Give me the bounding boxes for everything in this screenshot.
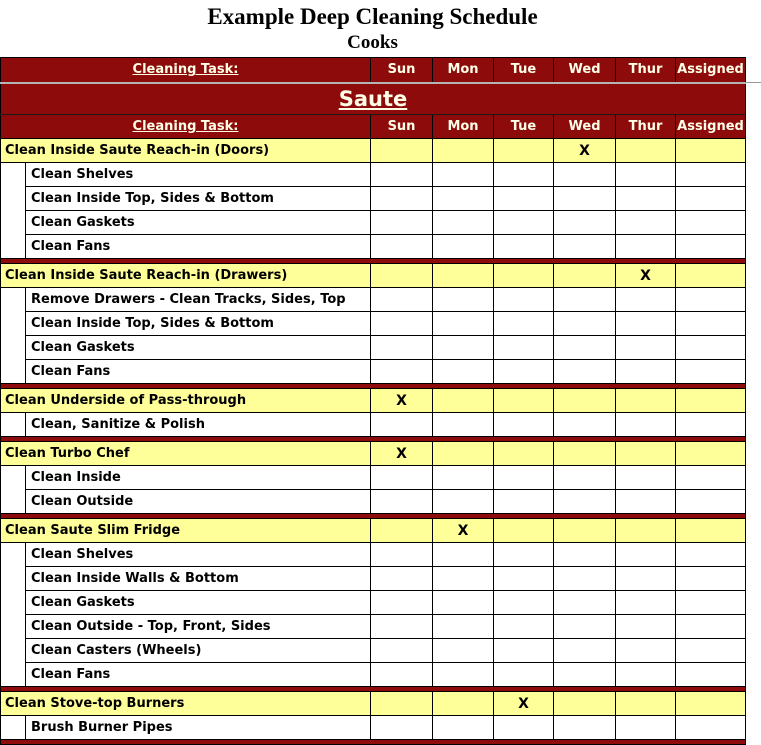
mark-cell-thur[interactable] (616, 187, 676, 211)
mark-cell-sun[interactable] (371, 288, 433, 312)
assigned-cell[interactable] (676, 389, 746, 413)
assigned-cell[interactable] (676, 639, 746, 663)
mark-cell-tue[interactable] (494, 336, 554, 360)
mark-cell-wed[interactable] (554, 187, 616, 211)
mark-cell-mon[interactable] (433, 639, 494, 663)
assigned-cell[interactable] (676, 163, 746, 187)
mark-cell-wed[interactable] (554, 360, 616, 384)
mark-cell-sun[interactable] (371, 591, 433, 615)
mark-cell-tue[interactable] (494, 360, 554, 384)
mark-cell-wed[interactable] (554, 663, 616, 687)
mark-cell-wed[interactable] (554, 336, 616, 360)
mark-cell-sun[interactable] (371, 466, 433, 490)
subtask-row (1, 187, 746, 211)
subtask-label: Clean Gaskets (26, 336, 371, 360)
day-column-header-sun: Sun (371, 58, 433, 83)
mark-cell-tue[interactable] (494, 519, 554, 543)
document-header (0, 0, 745, 57)
assigned-cell[interactable] (676, 264, 746, 288)
mark-cell-tue[interactable] (494, 312, 554, 336)
assigned-cell[interactable] (676, 716, 746, 740)
subtask-row (1, 543, 746, 567)
mark-cell-thur[interactable] (616, 639, 676, 663)
assigned-cell[interactable] (676, 442, 746, 466)
subtask-label: Clean Fans (26, 360, 371, 384)
mark-cell-mon[interactable] (433, 312, 494, 336)
mark-cell-thur[interactable] (616, 211, 676, 235)
mark-cell-tue[interactable] (494, 389, 554, 413)
subtask-row (1, 615, 746, 639)
header-row-top (1, 58, 746, 83)
day-column-header-thur: Thur (616, 58, 676, 83)
day-column-header-wed: Wed (554, 115, 616, 139)
assigned-cell[interactable] (676, 519, 746, 543)
mark-cell-sun[interactable] (371, 663, 433, 687)
assigned-cell[interactable] (676, 288, 746, 312)
mark-cell-mon[interactable] (433, 264, 494, 288)
mark-cell-sun[interactable] (371, 716, 433, 740)
mark-cell-sun[interactable] (371, 163, 433, 187)
indent-cell (1, 466, 26, 514)
subtask-label: Clean Fans (26, 235, 371, 259)
subtask-row (1, 716, 746, 740)
mark-cell-mon[interactable] (433, 442, 494, 466)
mark-cell-mon[interactable] (433, 389, 494, 413)
assigned-cell[interactable] (676, 235, 746, 259)
mark-cell-wed[interactable] (554, 235, 616, 259)
mark-cell-tue[interactable] (494, 543, 554, 567)
mark-cell-sun[interactable] (371, 413, 433, 437)
mark-cell-thur[interactable] (616, 663, 676, 687)
subtask-row (1, 663, 746, 687)
assigned-cell[interactable] (676, 466, 746, 490)
mark-cell-wed[interactable] (554, 288, 616, 312)
mark-cell-tue[interactable] (494, 163, 554, 187)
mark-cell-wed[interactable] (554, 442, 616, 466)
mark-cell-sun[interactable] (371, 519, 433, 543)
subtask-label: Clean Shelves (26, 163, 371, 187)
mark-cell-thur[interactable] (616, 615, 676, 639)
mark-cell-mon[interactable] (433, 139, 494, 163)
mark-cell-tue[interactable] (494, 663, 554, 687)
mark-cell-wed[interactable] (554, 312, 616, 336)
mark-cell-tue[interactable] (494, 716, 554, 740)
mark-cell-mon[interactable] (433, 543, 494, 567)
group-task-label: Clean Saute Slim Fridge (1, 519, 371, 543)
mark-cell-thur[interactable]: X (616, 264, 676, 288)
section-divider (1, 740, 746, 745)
mark-cell-mon[interactable] (433, 163, 494, 187)
mark-cell-sun[interactable] (371, 312, 433, 336)
mark-cell-wed[interactable] (554, 264, 616, 288)
mark-cell-mon[interactable] (433, 413, 494, 437)
mark-cell-thur[interactable] (616, 567, 676, 591)
cleaning-task-column-header: Cleaning Task: (1, 115, 371, 139)
mark-cell-wed[interactable] (554, 639, 616, 663)
mark-cell-mon[interactable]: X (433, 519, 494, 543)
mark-cell-wed[interactable] (554, 615, 616, 639)
subtask-row (1, 466, 746, 490)
section-banner-row (1, 83, 746, 115)
subtask-label: Clean Casters (Wheels) (26, 639, 371, 663)
mark-cell-wed[interactable] (554, 413, 616, 437)
subtask-row (1, 591, 746, 615)
mark-cell-wed[interactable] (554, 716, 616, 740)
group-task-label: Clean Turbo Chef (1, 442, 371, 466)
mark-cell-wed[interactable] (554, 163, 616, 187)
mark-cell-tue[interactable] (494, 139, 554, 163)
assigned-cell[interactable] (676, 692, 746, 716)
page-title: Example Deep Cleaning Schedule (207, 4, 538, 29)
mark-cell-tue[interactable] (494, 490, 554, 514)
group-task-label: Clean Stove-top Burners (1, 692, 371, 716)
subtask-row (1, 312, 746, 336)
mark-cell-mon[interactable] (433, 235, 494, 259)
assigned-cell[interactable] (676, 211, 746, 235)
mark-cell-thur[interactable] (616, 692, 676, 716)
mark-cell-thur[interactable] (616, 139, 676, 163)
assigned-column-header: Assigned (676, 58, 746, 83)
assigned-cell[interactable] (676, 413, 746, 437)
mark-cell-wed[interactable] (554, 543, 616, 567)
mark-cell-thur[interactable] (616, 413, 676, 437)
section-banner (1, 83, 746, 115)
day-column-header-mon: Mon (433, 58, 494, 83)
subtask-row (1, 413, 746, 437)
cleaning-task-column-header: Cleaning Task: (1, 58, 371, 83)
group-task-row (1, 139, 746, 163)
header-row-section (1, 115, 746, 139)
assigned-cell[interactable] (676, 187, 746, 211)
group-task-row (1, 519, 746, 543)
mark-cell-thur[interactable] (616, 288, 676, 312)
mark-cell-thur[interactable] (616, 490, 676, 514)
mark-cell-tue[interactable] (494, 591, 554, 615)
assigned-cell[interactable] (676, 139, 746, 163)
subtask-label: Remove Drawers - Clean Tracks, Sides, Top (26, 288, 371, 312)
indent-cell (1, 413, 26, 437)
mark-cell-sun[interactable] (371, 336, 433, 360)
mark-cell-mon[interactable] (433, 591, 494, 615)
mark-cell-mon[interactable] (433, 187, 494, 211)
group-task-row (1, 389, 746, 413)
mark-cell-mon[interactable] (433, 466, 494, 490)
subtask-row (1, 163, 746, 187)
day-column-header-mon: Mon (433, 115, 494, 139)
mark-cell-sun[interactable] (371, 264, 433, 288)
mark-cell-wed[interactable] (554, 692, 616, 716)
group-task-row (1, 442, 746, 466)
indent-cell (1, 288, 26, 384)
subtask-label: Clean, Sanitize & Polish (26, 413, 371, 437)
subtask-label: Clean Inside Top, Sides & Bottom (26, 187, 371, 211)
mark-cell-sun[interactable] (371, 139, 433, 163)
mark-cell-tue[interactable] (494, 264, 554, 288)
mark-cell-mon[interactable] (433, 692, 494, 716)
indent-cell (1, 716, 26, 740)
mark-cell-sun[interactable] (371, 235, 433, 259)
subtask-label: Clean Inside Top, Sides & Bottom (26, 312, 371, 336)
mark-cell-thur[interactable] (616, 716, 676, 740)
mark-cell-tue[interactable] (494, 442, 554, 466)
indent-cell (1, 543, 26, 687)
section-banner-label: Saute (338, 86, 408, 111)
mark-cell-mon[interactable] (433, 716, 494, 740)
mark-cell-sun[interactable] (371, 187, 433, 211)
mark-cell-sun[interactable] (371, 543, 433, 567)
mark-cell-tue[interactable]: X (494, 692, 554, 716)
subtask-label: Clean Shelves (26, 543, 371, 567)
mark-cell-mon[interactable] (433, 288, 494, 312)
mark-cell-sun[interactable] (371, 692, 433, 716)
subtask-row (1, 336, 746, 360)
mark-cell-sun[interactable] (371, 567, 433, 591)
mark-cell-wed[interactable] (554, 519, 616, 543)
mark-cell-wed[interactable] (554, 211, 616, 235)
assigned-cell[interactable] (676, 336, 746, 360)
subtask-label: Clean Gaskets (26, 591, 371, 615)
subtask-row (1, 360, 746, 384)
mark-cell-tue[interactable] (494, 187, 554, 211)
subtask-row (1, 235, 746, 259)
mark-cell-sun[interactable] (371, 360, 433, 384)
assigned-cell[interactable] (676, 360, 746, 384)
mark-cell-mon[interactable] (433, 663, 494, 687)
page-subtitle: Cooks (347, 32, 398, 53)
day-column-header-wed: Wed (554, 58, 616, 83)
mark-cell-mon[interactable] (433, 360, 494, 384)
assigned-cell[interactable] (676, 490, 746, 514)
mark-cell-sun[interactable] (371, 615, 433, 639)
mark-cell-thur[interactable] (616, 163, 676, 187)
mark-cell-wed[interactable]: X (554, 139, 616, 163)
mark-cell-thur[interactable] (616, 442, 676, 466)
mark-cell-wed[interactable] (554, 490, 616, 514)
mark-cell-sun[interactable]: X (371, 442, 433, 466)
assigned-cell[interactable] (676, 567, 746, 591)
subtask-row (1, 211, 746, 235)
subtask-label: Clean Gaskets (26, 211, 371, 235)
mark-cell-mon[interactable] (433, 567, 494, 591)
mark-cell-thur[interactable] (616, 360, 676, 384)
day-column-header-tue: Tue (494, 115, 554, 139)
assigned-cell[interactable] (676, 615, 746, 639)
subtask-label: Clean Outside - Top, Front, Sides (26, 615, 371, 639)
subtask-label: Clean Inside (26, 466, 371, 490)
assigned-cell[interactable] (676, 312, 746, 336)
mark-cell-sun[interactable] (371, 211, 433, 235)
group-task-label: Clean Inside Saute Reach-in (Doors) (1, 139, 371, 163)
mark-cell-thur[interactable] (616, 336, 676, 360)
assigned-cell[interactable] (676, 591, 746, 615)
mark-cell-tue[interactable] (494, 615, 554, 639)
cleaning-schedule-table (0, 57, 746, 745)
mark-cell-wed[interactable] (554, 567, 616, 591)
group-task-row (1, 264, 746, 288)
day-column-header-tue: Tue (494, 58, 554, 83)
day-column-header-thur: Thur (616, 115, 676, 139)
subtask-label: Clean Fans (26, 663, 371, 687)
subtask-row (1, 288, 746, 312)
mark-cell-wed[interactable] (554, 591, 616, 615)
indent-cell (1, 163, 26, 259)
subtask-label: Clean Inside Walls & Bottom (26, 567, 371, 591)
mark-cell-thur[interactable] (616, 389, 676, 413)
mark-cell-mon[interactable] (433, 615, 494, 639)
mark-cell-tue[interactable] (494, 466, 554, 490)
assigned-column-header: Assigned (676, 115, 746, 139)
subtask-row (1, 567, 746, 591)
gridline-extension (745, 82, 761, 83)
mark-cell-mon[interactable] (433, 490, 494, 514)
mark-cell-mon[interactable] (433, 211, 494, 235)
mark-cell-thur[interactable] (616, 312, 676, 336)
mark-cell-mon[interactable] (433, 336, 494, 360)
mark-cell-tue[interactable] (494, 413, 554, 437)
mark-cell-tue[interactable] (494, 211, 554, 235)
mark-cell-wed[interactable] (554, 389, 616, 413)
mark-cell-thur[interactable] (616, 235, 676, 259)
subtask-row (1, 490, 746, 514)
mark-cell-sun[interactable] (371, 639, 433, 663)
group-task-row (1, 692, 746, 716)
mark-cell-tue[interactable] (494, 639, 554, 663)
mark-cell-thur[interactable] (616, 466, 676, 490)
mark-cell-sun[interactable]: X (371, 389, 433, 413)
mark-cell-thur[interactable] (616, 519, 676, 543)
mark-cell-tue[interactable] (494, 567, 554, 591)
mark-cell-thur[interactable] (616, 591, 676, 615)
mark-cell-thur[interactable] (616, 543, 676, 567)
mark-cell-sun[interactable] (371, 490, 433, 514)
group-task-label: Clean Underside of Pass-through (1, 389, 371, 413)
mark-cell-tue[interactable] (494, 235, 554, 259)
subtask-label: Clean Outside (26, 490, 371, 514)
assigned-cell[interactable] (676, 663, 746, 687)
mark-cell-wed[interactable] (554, 466, 616, 490)
assigned-cell[interactable] (676, 543, 746, 567)
day-column-header-sun: Sun (371, 115, 433, 139)
subtask-label: Brush Burner Pipes (26, 716, 371, 740)
subtask-row (1, 639, 746, 663)
mark-cell-tue[interactable] (494, 288, 554, 312)
group-task-label: Clean Inside Saute Reach-in (Drawers) (1, 264, 371, 288)
